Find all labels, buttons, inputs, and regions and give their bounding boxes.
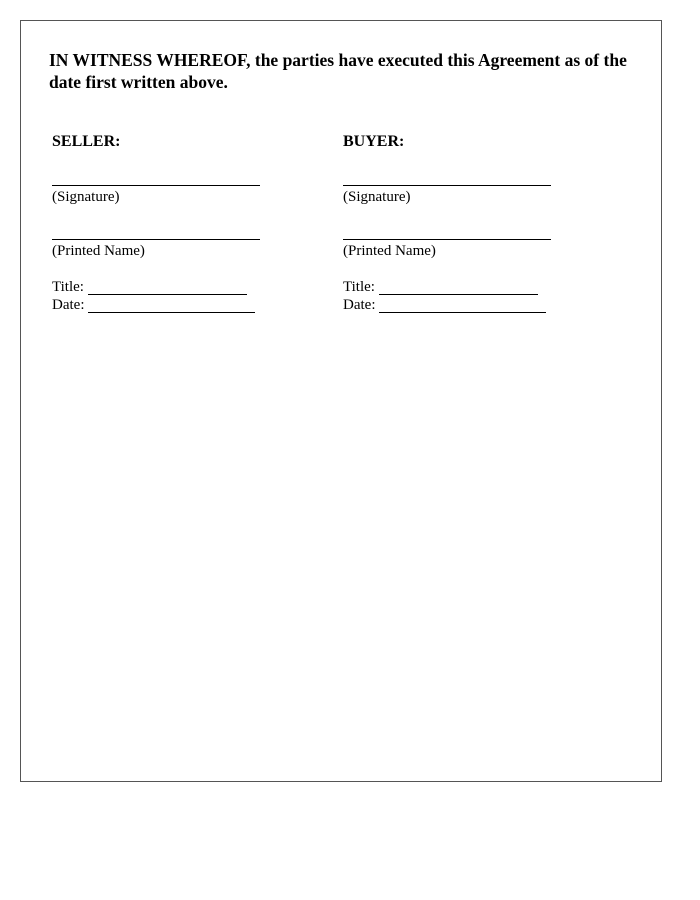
buyer-date-blank[interactable] <box>379 296 546 313</box>
buyer-title-label: Title: <box>343 279 375 295</box>
seller-title-row <box>52 278 247 296</box>
buyer-date-row <box>343 296 546 314</box>
document-page <box>20 20 662 782</box>
witness-clause: IN WITNESS WHEREOF, the parties have executed this Agreement as of the date first written above. <box>49 50 627 92</box>
seller-signature-line[interactable] <box>52 185 260 186</box>
seller-date-row <box>52 296 255 314</box>
seller-printed-name-caption: (Printed Name) <box>52 243 145 259</box>
buyer-printed-name-caption: (Printed Name) <box>343 243 436 259</box>
buyer-title-blank[interactable] <box>379 278 538 295</box>
seller-title-label: Title: <box>52 279 84 295</box>
seller-label: SELLER: <box>52 133 121 150</box>
buyer-label: BUYER: <box>343 133 405 150</box>
seller-date-blank[interactable] <box>88 296 255 313</box>
buyer-date-label: Date: <box>343 297 376 313</box>
seller-title-blank[interactable] <box>88 278 247 295</box>
seller-printed-name-line[interactable] <box>52 239 260 240</box>
seller-signature-caption: (Signature) <box>52 189 120 205</box>
seller-date-label: Date: <box>52 297 85 313</box>
buyer-printed-name-line[interactable] <box>343 239 551 240</box>
buyer-signature-caption: (Signature) <box>343 189 411 205</box>
buyer-title-row <box>343 278 538 296</box>
buyer-signature-line[interactable] <box>343 185 551 186</box>
